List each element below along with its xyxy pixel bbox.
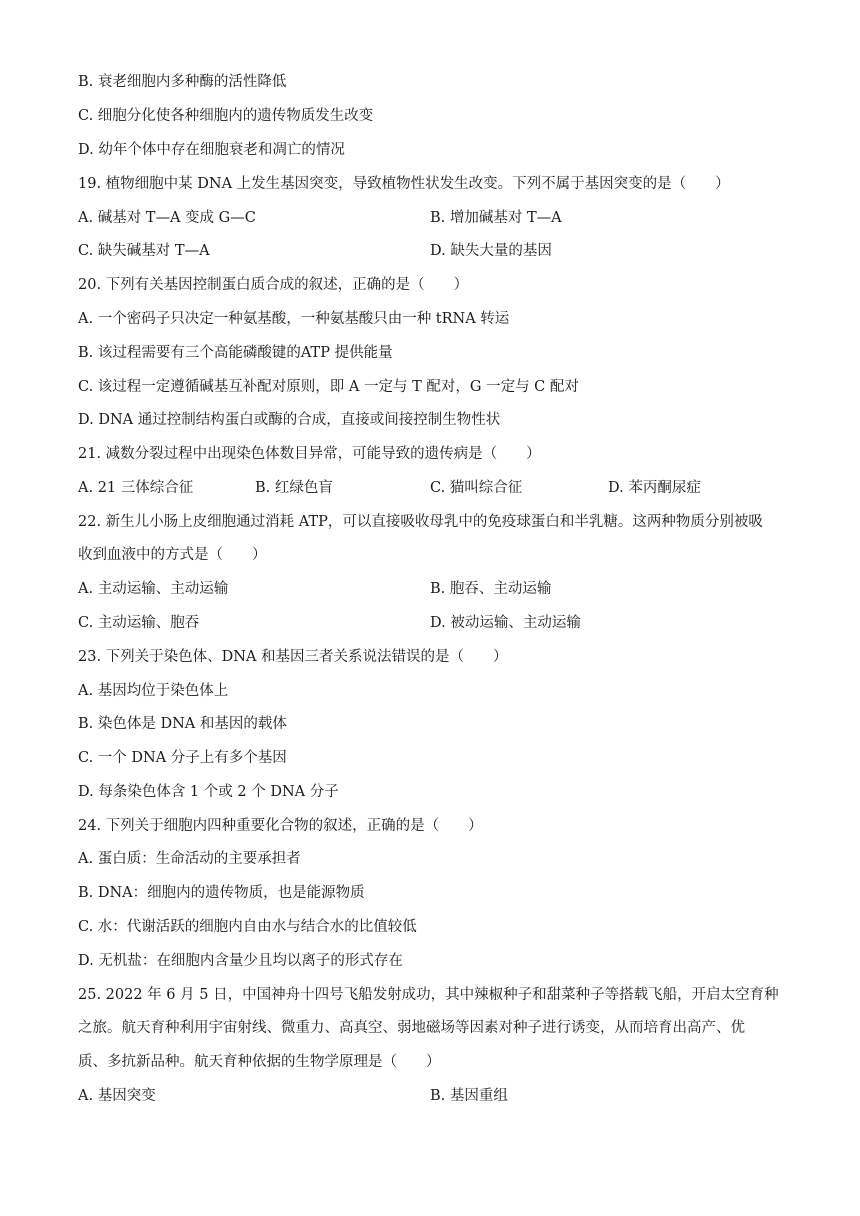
q24-option-c: C. 水：代谢活跃的细胞内自由水与结合水的比值较低 (78, 919, 417, 935)
q19-option-d: D. 缺失大量的基因 (430, 243, 552, 259)
q24-option-a: A. 蛋白质：生命活动的主要承担者 (78, 851, 301, 867)
q21-option-c: C. 猫叫综合征 (430, 480, 523, 496)
q20-option-c: C. 该过程一定遵循碱基互补配对原则，即 A 一定与 T 配对，G 一定与 C 配对 (78, 379, 579, 395)
q18-option-c: C. 细胞分化使各种细胞内的遗传物质发生改变 (78, 108, 374, 124)
q22-stem-line2: 收到血液中的方式是（ ） (78, 547, 267, 563)
q25-stem-line1: 25. 2022 年 6 月 5 日，中国神舟十四号飞船发射成功，其中辣椒种子和甜菜种子等搭载飞船，开启太空育种 (78, 987, 779, 1003)
q25-option-a: A. 基因突变 (78, 1088, 156, 1104)
q21-stem: 21. 减数分裂过程中出现染色体数目异常，可能导致的遗传病是（ ） (78, 446, 541, 462)
q23-option-d: D. 每条染色体含 1 个或 2 个 DNA 分子 (78, 784, 339, 800)
q22-option-b: B. 胞吞、主动运输 (430, 581, 552, 597)
q21-option-a: A. 21 三体综合征 (78, 480, 194, 496)
q22-option-d: D. 被动运输、主动运输 (430, 615, 581, 631)
q19-option-b: B. 增加碱基对 T—A (430, 210, 562, 226)
q25-stem-line3: 质、多抗新品种。航天育种依据的生物学原理是（ ） (78, 1054, 441, 1070)
q19-option-c: C. 缺失碱基对 T—A (78, 243, 210, 259)
q20-stem: 20. 下列有关基因控制蛋白质合成的叙述，正确的是（ ） (78, 277, 469, 293)
q22-option-a: A. 主动运输、主动运输 (78, 581, 229, 597)
q18-option-d: D. 幼年个体中存在细胞衰老和凋亡的情况 (78, 142, 345, 158)
q23-option-a: A. 基因均位于染色体上 (78, 683, 229, 699)
q19-option-a: A. 碱基对 T—A 变成 G—C (78, 210, 256, 226)
q21-option-b: B. 红绿色盲 (255, 480, 333, 496)
q19-stem: 19. 植物细胞中某 DNA 上发生基因突变，导致植物性状发生改变。下列不属于基因突变的是（ ） (78, 176, 730, 192)
q23-option-c: C. 一个 DNA 分子上有多个基因 (78, 750, 287, 766)
q20-option-d: D. DNA 通过控制结构蛋白或酶的合成，直接或间接控制生物性状 (78, 412, 501, 428)
q24-option-d: D. 无机盐：在细胞内含量少且均以离子的形式存在 (78, 953, 403, 969)
q22-stem-line1: 22. 新生儿小肠上皮细胞通过消耗 ATP，可以直接吸收母乳中的免疫球蛋白和半乳糖。这两种物质分别被吸 (78, 514, 763, 530)
q23-option-b: B. 染色体是 DNA 和基因的载体 (78, 716, 287, 732)
q20-option-a: A. 一个密码子只决定一种氨基酸，一种氨基酸只由一种 tRNA 转运 (78, 311, 510, 327)
q25-stem-line2: 之旅。航天育种利用宇宙射线、微重力、高真空、弱地磁场等因素对种子进行诱变，从而培育出高产、优 (78, 1020, 745, 1036)
q21-option-d: D. 苯丙酮尿症 (608, 480, 701, 496)
q18-option-b: B. 衰老细胞内多种酶的活性降低 (78, 74, 287, 90)
q20-option-b: B. 该过程需要有三个高能磷酸键的ATP 提供能量 (78, 345, 393, 361)
q24-stem: 24. 下列关于细胞内四种重要化合物的叙述，正确的是（ ） (78, 818, 483, 834)
q25-option-b: B. 基因重组 (430, 1088, 508, 1104)
q22-option-c: C. 主动运输、胞吞 (78, 615, 200, 631)
q23-stem: 23. 下列关于染色体、DNA 和基因三者关系说法错误的是（ ） (78, 649, 508, 665)
q24-option-b: B. DNA：细胞内的遗传物质，也是能源物质 (78, 885, 365, 901)
